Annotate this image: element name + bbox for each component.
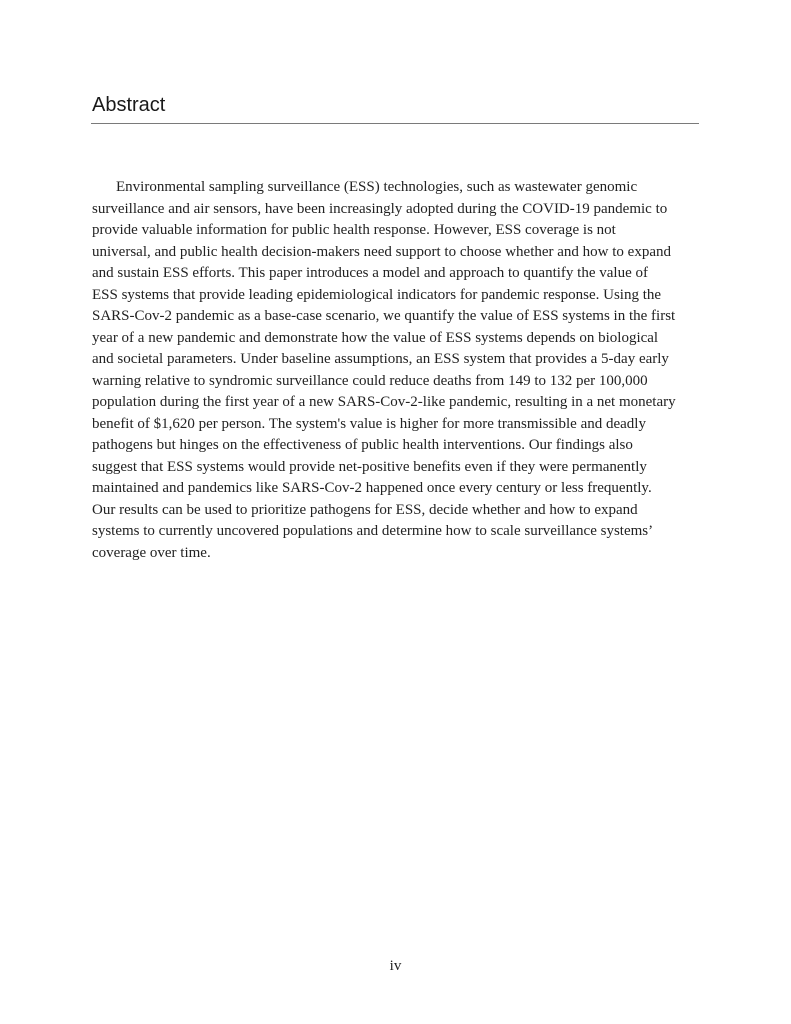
abstract-line: and sustain ESS efforts. This paper introduces a model and approach to quantify the value of bbox=[92, 265, 648, 281]
abstract-line: benefit of $1,620 per person. The system's value is higher for more transmissible and deadly bbox=[92, 415, 646, 432]
abstract-line: systems to currently uncovered populations and determine how to scale surveillance systems’ bbox=[92, 523, 654, 539]
abstract-line: Our results can be used to prioritize pathogens for ESS, decide whether and how to expand bbox=[92, 501, 638, 518]
abstract-line: pathogens but hinges on the effectiveness of public health interventions. Our findings also bbox=[92, 437, 633, 453]
page-number: iv bbox=[389, 958, 402, 974]
abstract-line: population during the first year of a new SARS-Cov-2-like pandemic, resulting in a net monetary bbox=[92, 394, 676, 410]
abstract-line: SARS-Cov-2 pandemic as a base-case scenario, we quantify the value of ESS systems in the first bbox=[92, 308, 676, 324]
abstract-line: and societal parameters. Under baseline assumptions, an ESS system that provides a 5-day early bbox=[92, 351, 669, 367]
heading-rule bbox=[91, 123, 699, 124]
abstract-line: maintained and pandemics like SARS-Cov-2 happened once every century or less frequently. bbox=[92, 480, 652, 496]
abstract-line: suggest that ESS systems would provide net-positive benefits even if they were permanently bbox=[92, 458, 647, 475]
abstract-line: surveillance and air sensors, have been increasingly adopted during the COVID-19 pandemic to bbox=[92, 200, 668, 217]
abstract-line: ESS systems that provide leading epidemiological indicators for pandemic response. Using the bbox=[92, 286, 662, 303]
abstract-line: Environmental sampling surveillance (ESS) technologies, such as wastewater genomic bbox=[116, 179, 638, 195]
abstract-line: warning relative to syndromic surveillance could reduce deaths from 149 to 132 per 100,000 bbox=[92, 372, 648, 389]
abstract-paragraph bbox=[92, 177, 698, 564]
abstract-line: provide valuable information for public health response. However, ESS coverage is not bbox=[92, 222, 616, 238]
section-heading: Abstract bbox=[92, 94, 166, 116]
abstract-line: universal, and public health decision-makers need support to choose whether and how to expand bbox=[92, 243, 672, 260]
abstract-line: coverage over time. bbox=[92, 544, 211, 561]
abstract-line: year of a new pandemic and demonstrate how the value of ESS systems depends on biological bbox=[92, 329, 659, 346]
